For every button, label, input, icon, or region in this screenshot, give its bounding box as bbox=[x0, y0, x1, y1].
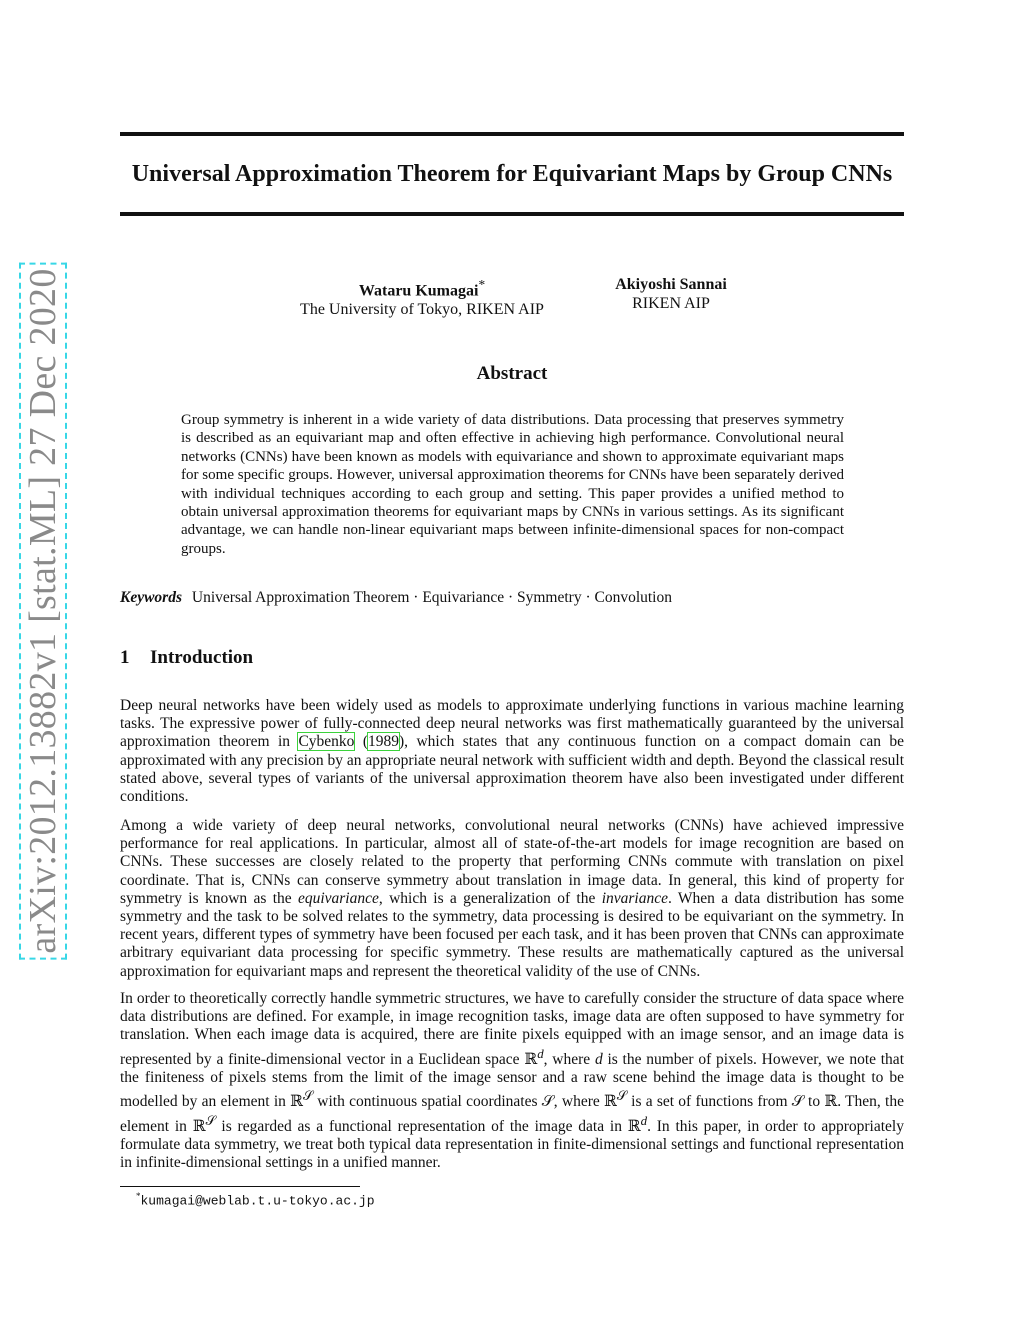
math-d: d bbox=[640, 1112, 648, 1128]
text-run: Among a wide variety of deep neural networks, convolutional neural networks (CNNs) have achieved impressive performance for real applications. In particular, almost all of state-of-the-art models for image recognition are based on CNNs. These successes are closely related to the property that performing CNNs commute with translation on pixel coordinate. That is, CNNs can conserve symmetry about translation in image data. In general, this kind of property for symmetry is known as the bbox=[120, 817, 904, 907]
emphasis: equivariance bbox=[297, 889, 379, 907]
text-run: . In this paper, in order to appropriately formulate data symmetry, we treat both typical data representation in finite-dimensional settings and functional representation in infinite-dimensional settings in a unified manner. bbox=[120, 1117, 904, 1172]
footnote-mark[interactable]: * bbox=[478, 277, 486, 292]
paragraph-1: Deep neural networks have been widely used as models to approximate underlying functions in various machine learning tasks. The expressive power of fully-connected deep neural networks was first mathematically guaranteed by the universal approximation theorem in Cybenko (1989), which states that any continuous function on a compact domain can be approximated with any precision by an appropriate neural network with sufficient width and depth. Beyond the classical result stated above, several types of variants of the universal approximation theorem have also been investigated under different conditions. bbox=[120, 697, 904, 806]
footnote bbox=[136, 1191, 375, 1208]
title-rule-top bbox=[120, 132, 904, 136]
math-R: ℝ bbox=[192, 1117, 206, 1135]
math-R: ℝ bbox=[290, 1093, 304, 1111]
footnote-email[interactable]: kumagai@weblab.t.u-tokyo.ac.jp bbox=[140, 1193, 375, 1209]
keywords bbox=[120, 588, 904, 608]
text-run: . Then, the element in bbox=[120, 1093, 904, 1135]
math-R: ℝ bbox=[824, 1093, 838, 1111]
math-d: d bbox=[594, 1050, 603, 1068]
emphasis: invariance bbox=[601, 889, 668, 907]
title-rule-bottom bbox=[120, 212, 904, 216]
author-name: Akiyoshi Sannai bbox=[615, 276, 727, 293]
text-run: is regarded as a functional representation of the image data in bbox=[215, 1117, 628, 1135]
citation-link-author[interactable]: Cybenko bbox=[298, 733, 355, 751]
text-run: with continuous spatial coordinates bbox=[313, 1093, 542, 1111]
text-run: In order to theoretically correctly handle symmetric structures, we have to carefully consider the structure of data space where data distributions are defined. For example, in image recognition tasks, image data are often supposed to have symmetry for translation. When each image data is acquired, there are finite pixels equipped with an image sensor, and an image data is represented by a finite-dimensional vector in a Euclidean space bbox=[120, 990, 904, 1068]
author-name: Wataru Kumagai bbox=[358, 282, 479, 300]
math-RS bbox=[604, 1088, 627, 1111]
abstract-text: Group symmetry is inherent in a wide variety of data distributions. Data processing that preserves symmetry is described as an equivariant map and often effective in achieving high performance. Convolutional neural networks (CNNs) have been known as models with equivariance and shown to approximate equivariant maps for some specific groups. However, universal approximation theorems for CNNs have been separately derived with individual techniques according to each group and setting. This paper provides a unified method to obtain universal approximation theorems for equivariant maps by CNNs in various settings. As its significant advantage, we can handle non-linear equivariant maps between infinite-dimensional spaces for non-compact groups. bbox=[181, 412, 844, 557]
text-run: Deep neural networks have been widely used as models to approximate underlying functions in various machine learning tasks. The expressive power of fully-connected deep neural networks was first mathematically guaranteed by the universal approximation theorem in bbox=[120, 697, 904, 751]
math-Rd bbox=[524, 1045, 544, 1068]
paragraph-3 bbox=[120, 990, 904, 1172]
math-R: ℝ bbox=[627, 1117, 641, 1135]
text-run: ), which states that any continuous function on a compact domain can be approximated with any precision by an appropriate neural network with sufficient width and depth. Beyond the classical result stated above, several types of variants of the universal approximation theorem have also been investigated under different conditions. bbox=[120, 733, 904, 806]
author-affiliation: The University of Tokyo, RIKEN AIP bbox=[300, 301, 544, 319]
math-S: 𝒮 bbox=[791, 1093, 804, 1111]
author-affiliation: RIKEN AIP bbox=[632, 295, 710, 312]
section-heading bbox=[120, 646, 253, 670]
author-block-1 bbox=[280, 275, 564, 319]
math-RS bbox=[192, 1112, 216, 1135]
keywords-label: Keywords bbox=[120, 589, 182, 606]
math-RS bbox=[290, 1088, 314, 1111]
section-title: Introduction bbox=[150, 647, 254, 668]
keywords-text: Universal Approximation Theorem · Equivariance · Symmetry · Convolution bbox=[191, 589, 672, 606]
math-S: 𝒮 bbox=[205, 1112, 216, 1128]
math-Rd bbox=[627, 1112, 648, 1135]
footnote-mark: * bbox=[136, 1191, 141, 1201]
text-run: , where bbox=[543, 1050, 595, 1068]
math-R: ℝ bbox=[604, 1093, 617, 1111]
arxiv-stamp bbox=[18, 268, 68, 954]
paragraph-2 bbox=[120, 817, 904, 981]
text-run: is the number of pixels. However, we note that the finiteness of pixels stems from the limit of the image sensor and a raw scene behind the image data is thought to be modelled by an element in bbox=[120, 1050, 904, 1111]
text-run: , which is a generalization of the bbox=[378, 889, 602, 907]
math-R: ℝ bbox=[524, 1050, 538, 1068]
text-run: is a set of functions from bbox=[626, 1093, 792, 1111]
math-S: 𝒮 bbox=[303, 1088, 314, 1104]
arxiv-id[interactable]: arXiv:2012.13882v1 [stat.ML] 27 Dec 2020 bbox=[19, 262, 67, 959]
math-S: 𝒮 bbox=[541, 1093, 554, 1111]
text-run: . When a data distribution has some symmetry and the task to be solved relates to the symmetry, data processing is desired to be equivariant on the symmetry. In recent years, different types of symmetry have been focused per each task, and it has been proven that CNNs can approximate arbitrary equivariant data processing for specific symmetry. These results are mathematically captured as the universal approximation for equivariant maps and represent the theoretical validity of the use of CNNs. bbox=[120, 889, 905, 980]
math-d: d bbox=[537, 1045, 544, 1061]
author-block-2 bbox=[600, 275, 742, 313]
math-S: 𝒮 bbox=[616, 1088, 627, 1104]
citation-link-year[interactable]: 1989 bbox=[368, 733, 399, 751]
text-run: to bbox=[803, 1093, 825, 1111]
footnote-rule bbox=[120, 1186, 360, 1187]
abstract-heading: Abstract bbox=[476, 363, 548, 384]
section-number: 1 bbox=[120, 647, 130, 668]
paper-title: Universal Approximation Theorem for Equivariant Maps by Group CNNs bbox=[131, 161, 893, 187]
text-run: , where bbox=[553, 1093, 604, 1111]
